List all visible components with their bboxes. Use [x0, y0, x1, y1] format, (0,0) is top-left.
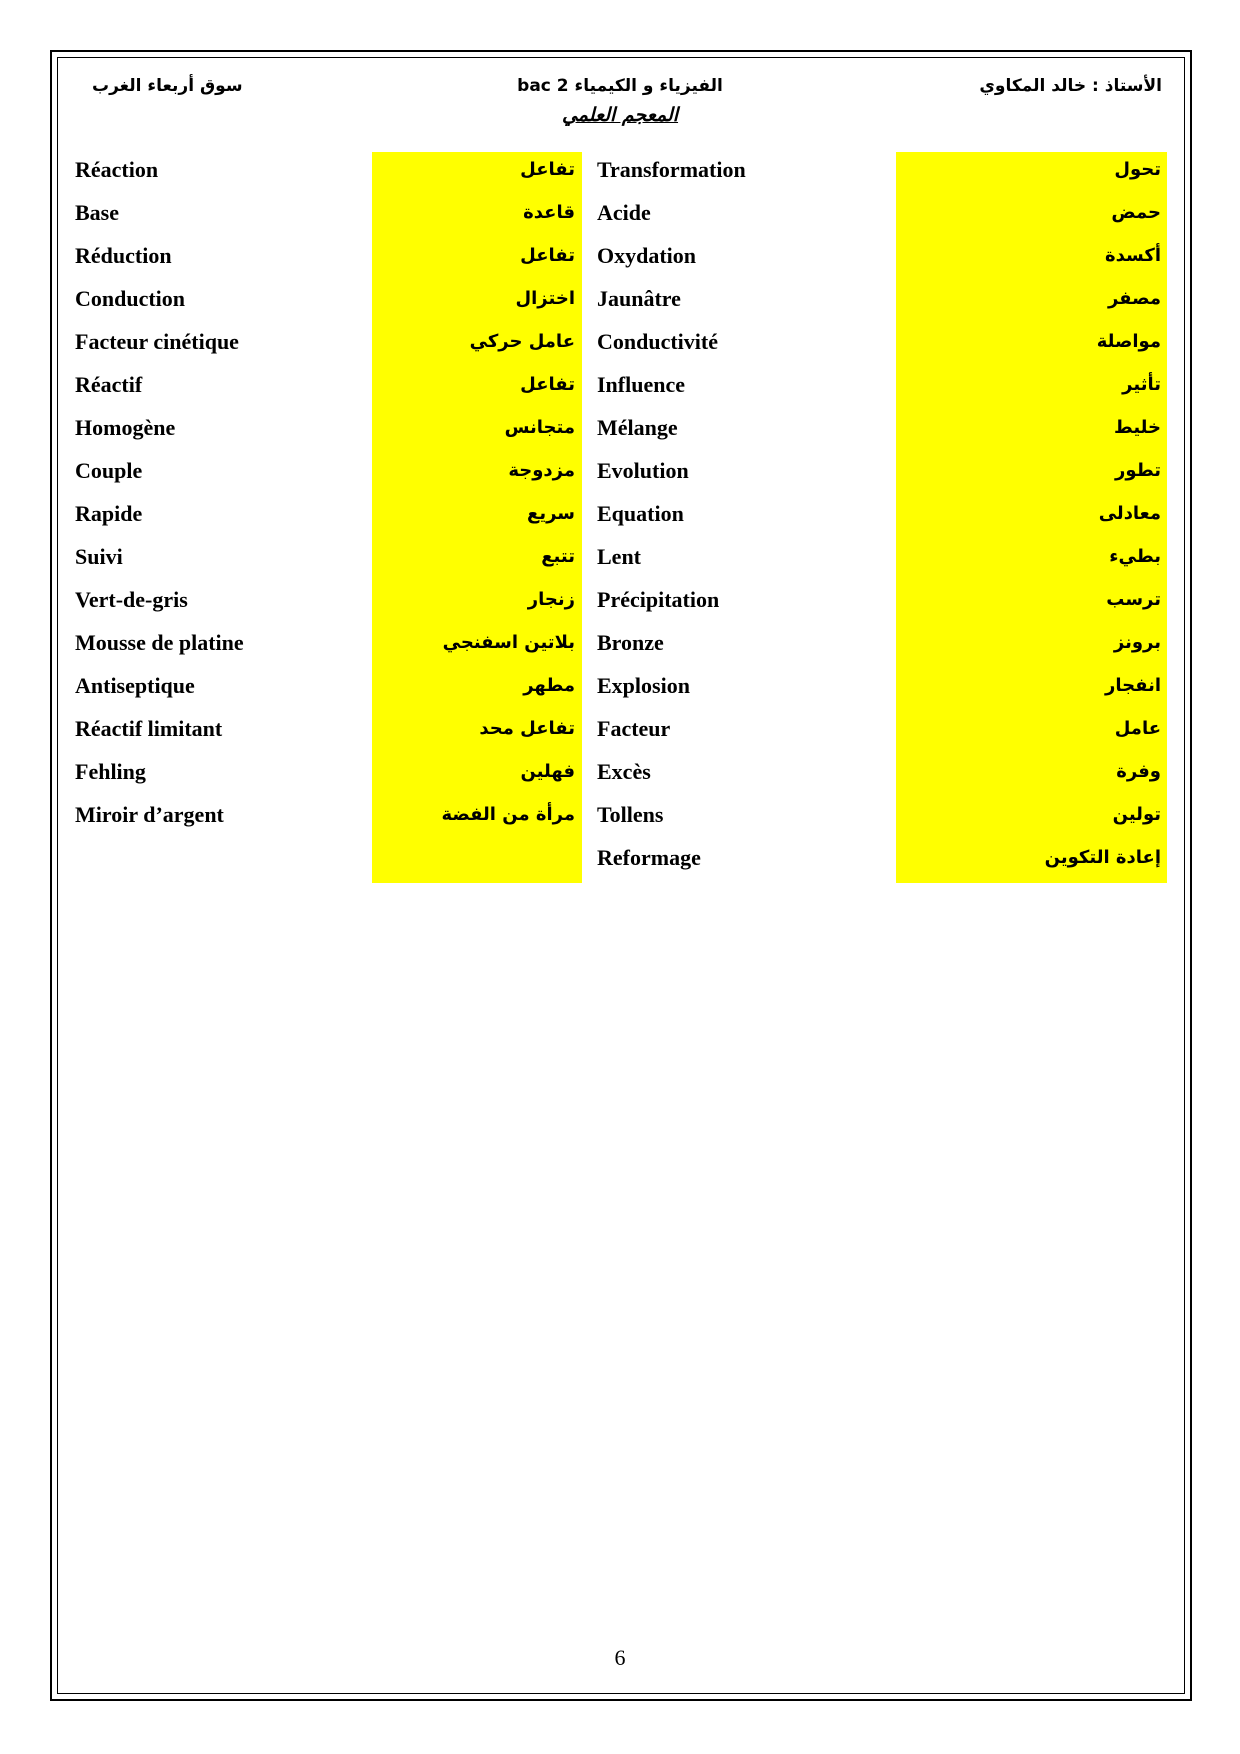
arabic-term: مصفر — [1107, 288, 1161, 309]
arabic-term: تحول — [1114, 159, 1161, 180]
arabic-term: بطيء — [1109, 546, 1161, 567]
french-term: Vert-de-gris — [75, 587, 188, 612]
vocab-row — [0, 320, 1240, 363]
french-term: Bronze — [597, 630, 664, 655]
arabic-term: سريع — [527, 503, 575, 524]
arabic-term: مرأة من الفضة — [441, 804, 575, 825]
arabic-term: اختزال — [515, 288, 575, 309]
french-term: Rapide — [75, 501, 143, 526]
arabic-term: معادلى — [1098, 503, 1161, 524]
french-term: Acide — [597, 200, 651, 225]
french-term: Facteur cinétique — [75, 329, 239, 354]
french-term: Homogène — [75, 415, 176, 440]
french-term: Conduction — [75, 286, 186, 311]
arabic-term: إعادة التكوين — [1044, 847, 1161, 868]
french-term: Miroir d’argent — [75, 802, 224, 827]
vocab-row — [0, 492, 1240, 535]
french-term: Suivi — [75, 544, 123, 569]
french-term: Influence — [597, 372, 685, 397]
french-term: Jaunâtre — [597, 286, 681, 311]
arabic-term: تفاعل محد — [479, 718, 575, 739]
arabic-term: انفجار — [1105, 675, 1161, 696]
french-term: Conductivité — [597, 329, 718, 354]
vocab-row — [0, 449, 1240, 492]
french-term: Explosion — [597, 673, 690, 698]
arabic-term: تتبع — [541, 546, 575, 567]
french-term: Base — [75, 200, 119, 225]
french-term: Facteur — [597, 716, 671, 741]
french-term: Equation — [597, 501, 684, 526]
arabic-term: تطور — [1115, 460, 1161, 481]
french-term: Oxydation — [597, 243, 697, 268]
vocab-row — [0, 148, 1240, 191]
french-term: Mélange — [597, 415, 678, 440]
arabic-term: برونز — [1113, 632, 1161, 653]
french-term: Couple — [75, 458, 143, 483]
arabic-term: مزدوجة — [508, 460, 575, 481]
arabic-term: خليط — [1114, 417, 1161, 438]
french-term: Précipitation — [597, 587, 720, 612]
french-term: Réactif limitant — [75, 716, 223, 741]
vocab-row — [0, 793, 1240, 836]
arabic-term: بلاتين اسفنجي — [442, 632, 575, 653]
arabic-term: عامل حركي — [469, 331, 575, 352]
vocab-row — [0, 363, 1240, 406]
vocab-row — [0, 621, 1240, 664]
arabic-term: تفاعل — [520, 245, 575, 266]
french-term: Fehling — [75, 759, 146, 784]
arabic-term: أكسدة — [1105, 245, 1161, 266]
french-term: Mousse de platine — [75, 630, 244, 655]
school-name: سوق أربعاء الغرب — [92, 76, 243, 96]
arabic-term: ترسب — [1106, 589, 1161, 610]
arabic-term: متجانس — [504, 417, 575, 438]
vocab-row — [0, 836, 1240, 879]
french-term: Lent — [597, 544, 641, 569]
arabic-term: زنجار — [527, 589, 575, 610]
french-term: Transformation — [597, 157, 746, 182]
teacher-name: الأستاذ : خالد المكاوي — [979, 76, 1162, 96]
vocab-row — [0, 277, 1240, 320]
arabic-term: فهلين — [520, 761, 575, 782]
course-title: الفيزياء و الكيمياء 2 bac — [517, 76, 723, 96]
arabic-term: وفرة — [1116, 761, 1161, 782]
vocab-row — [0, 578, 1240, 621]
arabic-term: تفاعل — [520, 159, 575, 180]
arabic-term: تأثير — [1122, 374, 1161, 395]
french-term: Réactif — [75, 372, 143, 397]
page-number: 6 — [614, 1645, 626, 1670]
french-term: Réaction — [75, 157, 159, 182]
vocab-row — [0, 664, 1240, 707]
vocab-row — [0, 535, 1240, 578]
page-title: المعجم العلمي — [561, 104, 679, 126]
vocab-row — [0, 191, 1240, 234]
arabic-term: قاعدة — [523, 202, 575, 223]
vocab-row — [0, 750, 1240, 793]
arabic-term: حمض — [1111, 202, 1161, 223]
vocab-row — [0, 406, 1240, 449]
arabic-term: عامل — [1114, 718, 1161, 739]
french-term: Excès — [597, 759, 651, 784]
arabic-term: مطهر — [523, 675, 575, 696]
arabic-term: تفاعل — [520, 374, 575, 395]
vocab-row — [0, 234, 1240, 277]
french-term: Reformage — [597, 845, 701, 870]
french-term: Evolution — [597, 458, 689, 483]
french-term: Réduction — [75, 243, 172, 268]
french-term: Tollens — [597, 802, 664, 827]
arabic-term: مواصلة — [1096, 331, 1161, 352]
french-term: Antiseptique — [75, 673, 195, 698]
arabic-term: تولين — [1112, 804, 1161, 825]
vocab-row — [0, 707, 1240, 750]
